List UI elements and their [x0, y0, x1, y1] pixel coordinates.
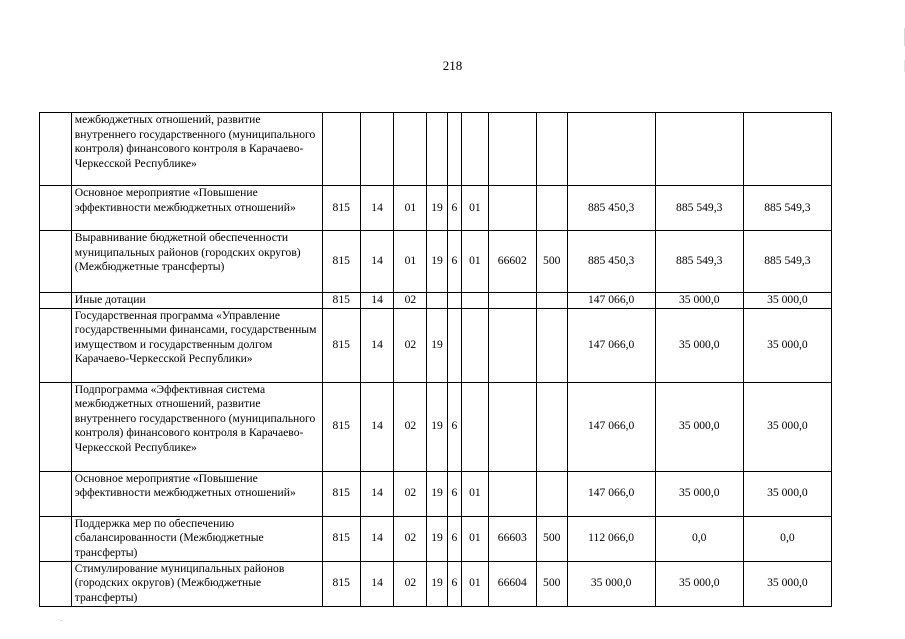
expense-type-cell: 500	[536, 516, 567, 561]
amount-year3-cell: 35 000,0	[743, 308, 831, 382]
amount-year1-cell	[567, 113, 655, 186]
program-code-cell: 19	[427, 516, 447, 561]
amount-year1-cell: 147 066,0	[567, 293, 655, 309]
section-code-cell: 14	[360, 471, 394, 516]
item-name-cell: Выравнивание бюджетной обеспеченности муниципальных районов (городских округов) (Межбюджетные трансферты)	[71, 231, 322, 293]
amount-year3-cell: 0,0	[743, 516, 831, 561]
section-code-cell: 14	[360, 516, 394, 561]
table-body	[40, 113, 832, 607]
amount-year1-cell: 147 066,0	[567, 308, 655, 382]
table-row	[40, 113, 832, 186]
amount-year1-cell: 885 450,3	[567, 231, 655, 293]
row-number-cell	[40, 561, 72, 606]
amount-year3-cell: 885 549,3	[743, 231, 831, 293]
amount-year3-cell: 885 549,3	[743, 186, 831, 231]
subsection-code-cell: 01	[394, 186, 427, 231]
amount-year3-cell: 35 000,0	[743, 471, 831, 516]
grbs-code-cell: 815	[322, 382, 360, 471]
event-code-cell: 01	[462, 231, 489, 293]
row-number-cell	[40, 382, 72, 471]
item-name-cell: Подпрограмма «Эффективная система межбюджетных отношений, развитие внутреннего государственного (муниципального контроля) финансового контроля в Карачаево-Черкесской Республике»	[71, 382, 322, 471]
direction-code-cell	[488, 471, 536, 516]
table-row	[40, 382, 832, 471]
page-number: 218	[442, 58, 463, 73]
expense-type-cell: 500	[536, 231, 567, 293]
table-row	[40, 186, 832, 231]
section-code-cell	[360, 113, 394, 186]
subprogram-code-cell: 6	[447, 516, 461, 561]
amount-year1-cell: 147 066,0	[567, 382, 655, 471]
budget-table	[39, 112, 832, 607]
table-row	[40, 231, 832, 293]
amount-year3-cell: 35 000,0	[743, 561, 831, 606]
amount-year2-cell: 35 000,0	[655, 293, 743, 309]
subsection-code-cell: 02	[394, 382, 427, 471]
item-name-cell: Основное мероприятие «Повышение эффективности межбюджетных отношений»	[71, 471, 322, 516]
program-code-cell: 19	[427, 561, 447, 606]
amount-year2-cell: 35 000,0	[655, 561, 743, 606]
row-number-cell	[40, 231, 72, 293]
grbs-code-cell	[322, 113, 360, 186]
subsection-code-cell: 01	[394, 231, 427, 293]
row-number-cell	[40, 186, 72, 231]
grbs-code-cell: 815	[322, 471, 360, 516]
event-code-cell: 01	[462, 471, 489, 516]
amount-year2-cell: 885 549,3	[655, 231, 743, 293]
row-number-cell	[40, 516, 72, 561]
amount-year1-cell: 112 066,0	[567, 516, 655, 561]
direction-code-cell: 66603	[488, 516, 536, 561]
grbs-code-cell: 815	[322, 308, 360, 382]
table-row	[40, 471, 832, 516]
subprogram-code-cell: 6	[447, 231, 461, 293]
expense-type-cell	[536, 471, 567, 516]
program-code-cell	[427, 293, 447, 309]
row-number-cell	[40, 293, 72, 309]
subprogram-code-cell	[447, 293, 461, 309]
amount-year3-cell: 35 000,0	[743, 382, 831, 471]
item-name-cell: Стимулирование муниципальных районов (городских округов) (Межбюджетные трансферты)	[71, 561, 322, 606]
amount-year2-cell: 35 000,0	[655, 382, 743, 471]
expense-type-cell	[536, 308, 567, 382]
event-code-cell	[462, 293, 489, 309]
direction-code-cell: 66604	[488, 561, 536, 606]
subprogram-code-cell	[447, 308, 461, 382]
subsection-code-cell: 02	[394, 561, 427, 606]
expense-type-cell	[536, 186, 567, 231]
grbs-code-cell: 815	[322, 186, 360, 231]
amount-year2-cell: 35 000,0	[655, 471, 743, 516]
direction-code-cell	[488, 186, 536, 231]
subprogram-code-cell: 6	[447, 186, 461, 231]
amount-year3-cell: 35 000,0	[743, 293, 831, 309]
grbs-code-cell: 815	[322, 231, 360, 293]
amount-year1-cell: 147 066,0	[567, 471, 655, 516]
table-row	[40, 561, 832, 606]
amount-year2-cell: 35 000,0	[655, 308, 743, 382]
grbs-code-cell: 815	[322, 561, 360, 606]
program-code-cell	[427, 113, 447, 186]
direction-code-cell	[488, 293, 536, 309]
program-code-cell: 19	[427, 471, 447, 516]
subsection-code-cell: 02	[394, 293, 427, 309]
event-code-cell	[462, 308, 489, 382]
subprogram-code-cell: 6	[447, 382, 461, 471]
item-name-cell: Поддержка мер по обеспечению сбалансированности (Межбюджетные трансферты)	[71, 516, 322, 561]
expense-type-cell	[536, 382, 567, 471]
subsection-code-cell: 02	[394, 516, 427, 561]
item-name-cell: Иные дотации	[71, 293, 322, 309]
subsection-code-cell	[394, 113, 427, 186]
program-code-cell: 19	[427, 382, 447, 471]
section-code-cell: 14	[360, 308, 394, 382]
subprogram-code-cell: 6	[447, 561, 461, 606]
event-code-cell: 01	[462, 186, 489, 231]
grbs-code-cell: 815	[322, 516, 360, 561]
section-code-cell: 14	[360, 382, 394, 471]
amount-year3-cell	[743, 113, 831, 186]
section-code-cell: 14	[360, 561, 394, 606]
scan-artifact: ·	[60, 617, 63, 625]
row-number-cell	[40, 308, 72, 382]
budget-table-container	[39, 112, 832, 607]
table-row	[40, 516, 832, 561]
expense-type-cell	[536, 293, 567, 309]
direction-code-cell: 66602	[488, 231, 536, 293]
item-name-cell: межбюджетных отношений, развитие внутреннего государственного (муниципального контроля) финансового контроля в Карачаево-Черкесской Республике»	[71, 113, 322, 186]
event-code-cell	[462, 113, 489, 186]
expense-type-cell	[536, 113, 567, 186]
item-name-cell: Государственная программа «Управление государственными финансами, государственным имуществом и государственным долгом Карачаево-Черкесской Республики»	[71, 308, 322, 382]
direction-code-cell	[488, 308, 536, 382]
amount-year2-cell	[655, 113, 743, 186]
event-code-cell: 01	[462, 561, 489, 606]
program-code-cell: 19	[427, 308, 447, 382]
program-code-cell: 19	[427, 186, 447, 231]
subsection-code-cell: 02	[394, 308, 427, 382]
section-code-cell: 14	[360, 231, 394, 293]
amount-year2-cell: 885 549,3	[655, 186, 743, 231]
subprogram-code-cell: 6	[447, 471, 461, 516]
row-number-cell	[40, 471, 72, 516]
event-code-cell	[462, 382, 489, 471]
amount-year1-cell: 885 450,3	[567, 186, 655, 231]
subprogram-code-cell	[447, 113, 461, 186]
direction-code-cell	[488, 382, 536, 471]
item-name-cell: Основное мероприятие «Повышение эффективности межбюджетных отношений»	[71, 186, 322, 231]
amount-year1-cell: 35 000,0	[567, 561, 655, 606]
event-code-cell: 01	[462, 516, 489, 561]
section-code-cell: 14	[360, 293, 394, 309]
amount-year2-cell: 0,0	[655, 516, 743, 561]
program-code-cell: 19	[427, 231, 447, 293]
row-number-cell	[40, 113, 72, 186]
section-code-cell: 14	[360, 186, 394, 231]
expense-type-cell: 500	[536, 561, 567, 606]
table-row	[40, 308, 832, 382]
direction-code-cell	[488, 113, 536, 186]
subsection-code-cell: 02	[394, 471, 427, 516]
grbs-code-cell: 815	[322, 293, 360, 309]
table-row	[40, 293, 832, 309]
